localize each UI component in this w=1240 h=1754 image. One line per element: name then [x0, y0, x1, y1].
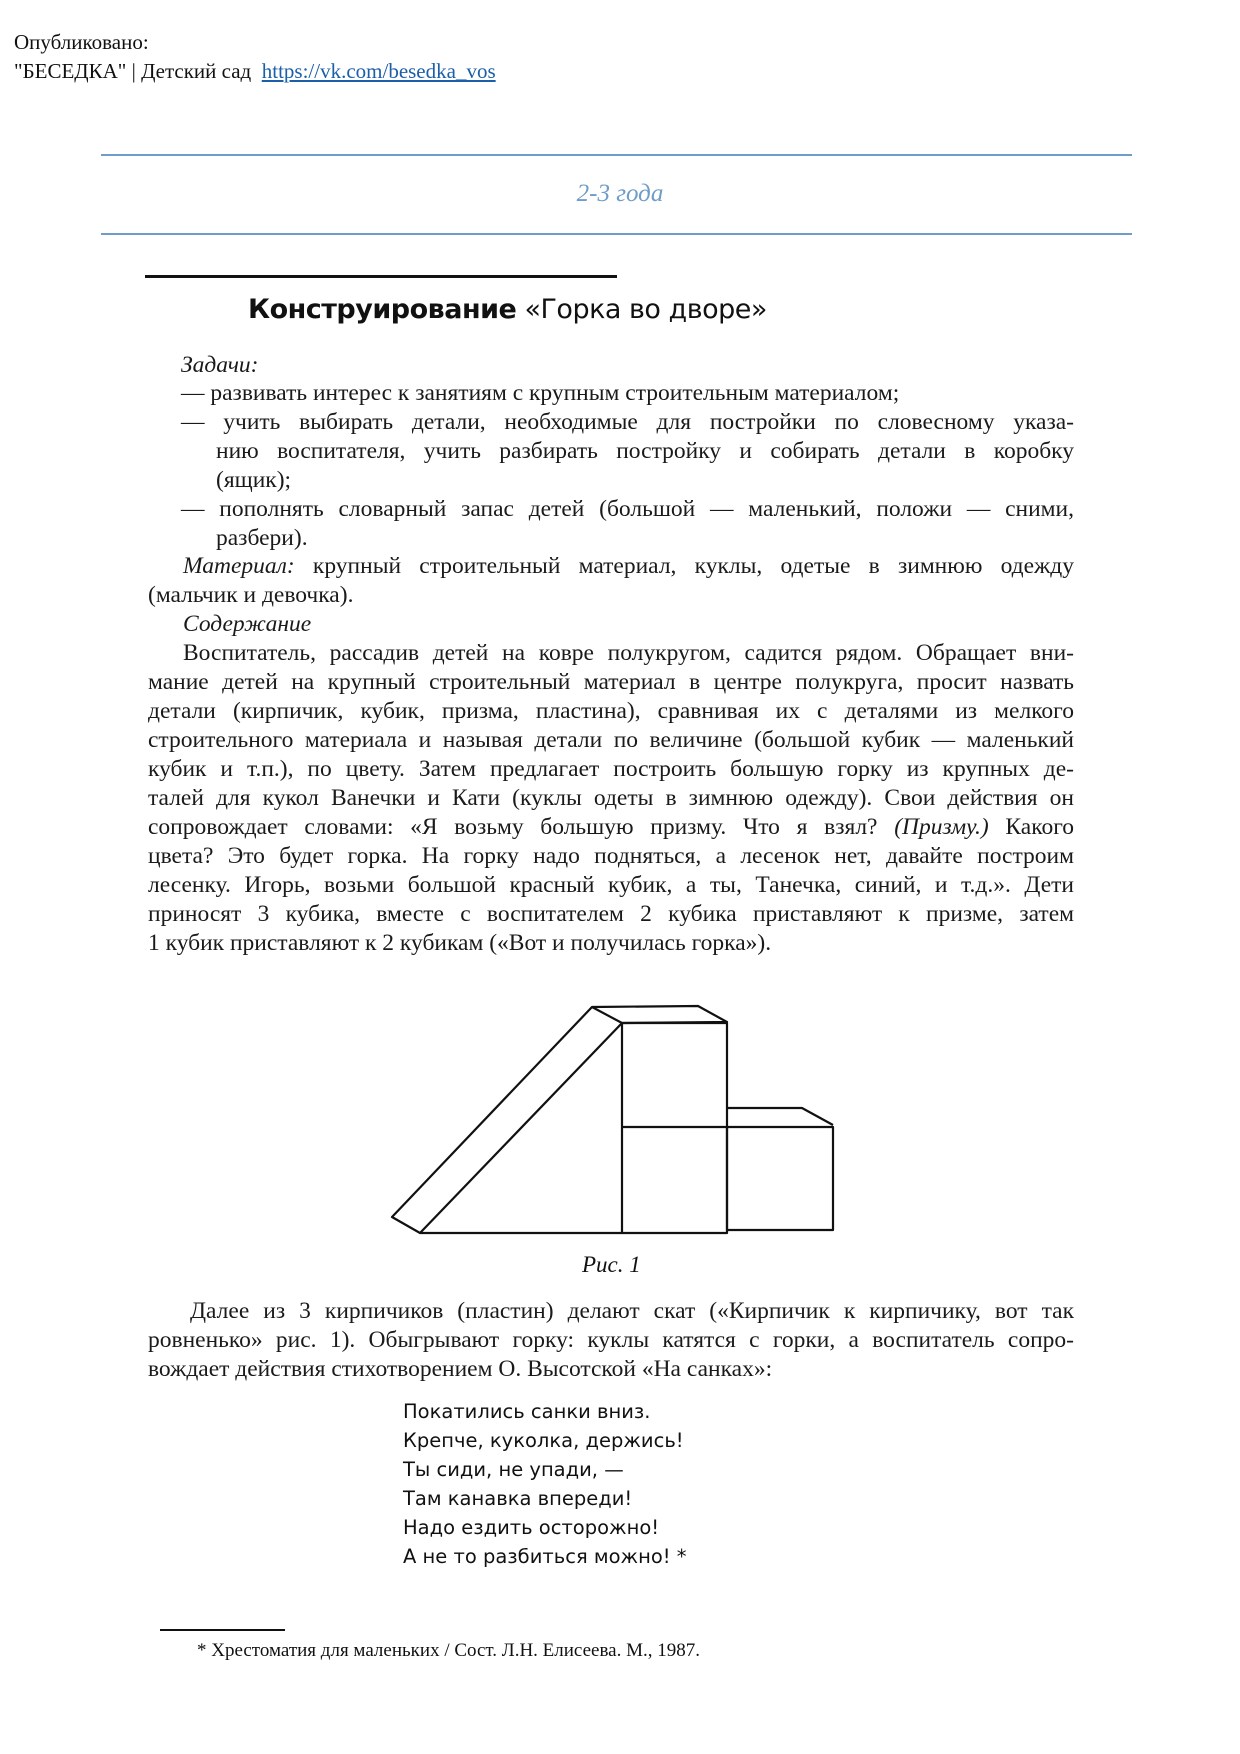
footnote-rule: [160, 1629, 285, 1631]
material-line-2: (мальчик и девочка).: [148, 582, 354, 608]
material-label: Материал:: [183, 553, 295, 579]
content-line-11: 1 кубик приставляют к 2 кубикам («Вот и получилась горка»).: [148, 930, 772, 956]
title-rest: «Горка во дворе»: [524, 294, 767, 325]
task-3-line-1: — пополнять словарный запас детей (большой — маленький, положи — сними,: [181, 496, 1074, 522]
prism-slope-face: [392, 1007, 622, 1233]
figure-caption: Рис. 1: [582, 1252, 641, 1277]
content-line-3: детали (кирпичик, кубик, призма, пластина), сравнивая их с деталями из мелкого: [148, 698, 1074, 724]
task-3-line-2: разбери).: [216, 525, 308, 551]
poem-line-1: Покатились санки вниз.: [403, 1400, 651, 1423]
age-group-heading: 2-3 года: [576, 180, 664, 207]
content-line-8: цвета? Это будет горка. На горку надо подняться, а лесенок нет, давайте построим: [148, 843, 1074, 869]
content-line-6: талей для кукол Ванечки и Кати (куклы одеты в зимнюю одежду). Свои действия он: [148, 785, 1074, 811]
content-line-10: приносят 3 кубика, вместе с воспитателем 2 кубика приставляют к призме, затем: [148, 901, 1074, 927]
footnote: * Хрестоматия для маленьких / Сост. Л.Н. Елисеева. М., 1987.: [197, 1640, 700, 1661]
source-text: "БЕСЕДКА" | Детский сад: [14, 59, 252, 83]
poem-line-6: А не то разбиться можно! *: [403, 1545, 687, 1568]
content-label: Содержание: [183, 611, 312, 637]
poem-line-2: Крепче, куколка, держись!: [403, 1429, 684, 1452]
tasks-label: Задачи:: [181, 352, 259, 378]
title-bold: Конструирование: [248, 294, 517, 325]
material-text: крупный строительный материал, куклы, одетые в зимнюю одежду: [294, 553, 1074, 579]
poem-line-3: Ты сиди, не упади, —: [403, 1458, 624, 1481]
after-line-3: вождает действия стихотворением О. Высотской «На санках»:: [148, 1356, 773, 1382]
content-line-9: лесенку. Игорь, возьми большой красный кубик, а ты, Танечка, синий, и т.д.». Дети: [148, 872, 1074, 898]
task-2-line-3: (ящик);: [216, 467, 292, 493]
content-line-1: Воспитатель, рассадив детей на ковре полукругом, садится рядом. Обращает вни-: [183, 640, 1074, 666]
after-line-1: Далее из 3 кирпичиков (пластин) делают скат («Кирпичик к кирпичику, вот так: [190, 1298, 1074, 1324]
task-1: — развивать интерес к занятиям с крупным строительным материалом;: [181, 380, 900, 406]
content-line-2: мание детей на крупный строительный материал в центре полукруга, просит назвать: [148, 669, 1074, 695]
content-line-5: кубик и т.п.), по цвету. Затем предлагает построить большую горку из крупных де-: [148, 756, 1074, 782]
published-label: Опубликовано:: [14, 30, 149, 54]
content-line-7-tail: Какого: [988, 814, 1075, 840]
after-line-2: ровненько» рис. 1). Обыгрывают горку: куклы катятся с горки, а воспитатель сопро-: [148, 1327, 1074, 1353]
poem-line-5: Надо ездить осторожно!: [403, 1516, 660, 1539]
content-line-7-italic: (Призму.): [894, 814, 989, 840]
content-line-7-text: сопровождает словами: «Я возьму большую призму. Что я взял?: [148, 814, 895, 840]
poem-line-4: Там канавка впереди!: [403, 1487, 633, 1510]
content-line-4: строительного материала и называя детали по величине (большой кубик — маленький: [148, 727, 1074, 753]
task-2-line-1: — учить выбирать детали, необходимые для постройки по словесному указа-: [181, 409, 1074, 435]
task-2-line-2: нию воспитателя, учить разбирать постройку и собирать детали в коробку: [216, 438, 1074, 464]
source-link[interactable]: https://vk.com/besedka_vos: [261, 59, 496, 83]
